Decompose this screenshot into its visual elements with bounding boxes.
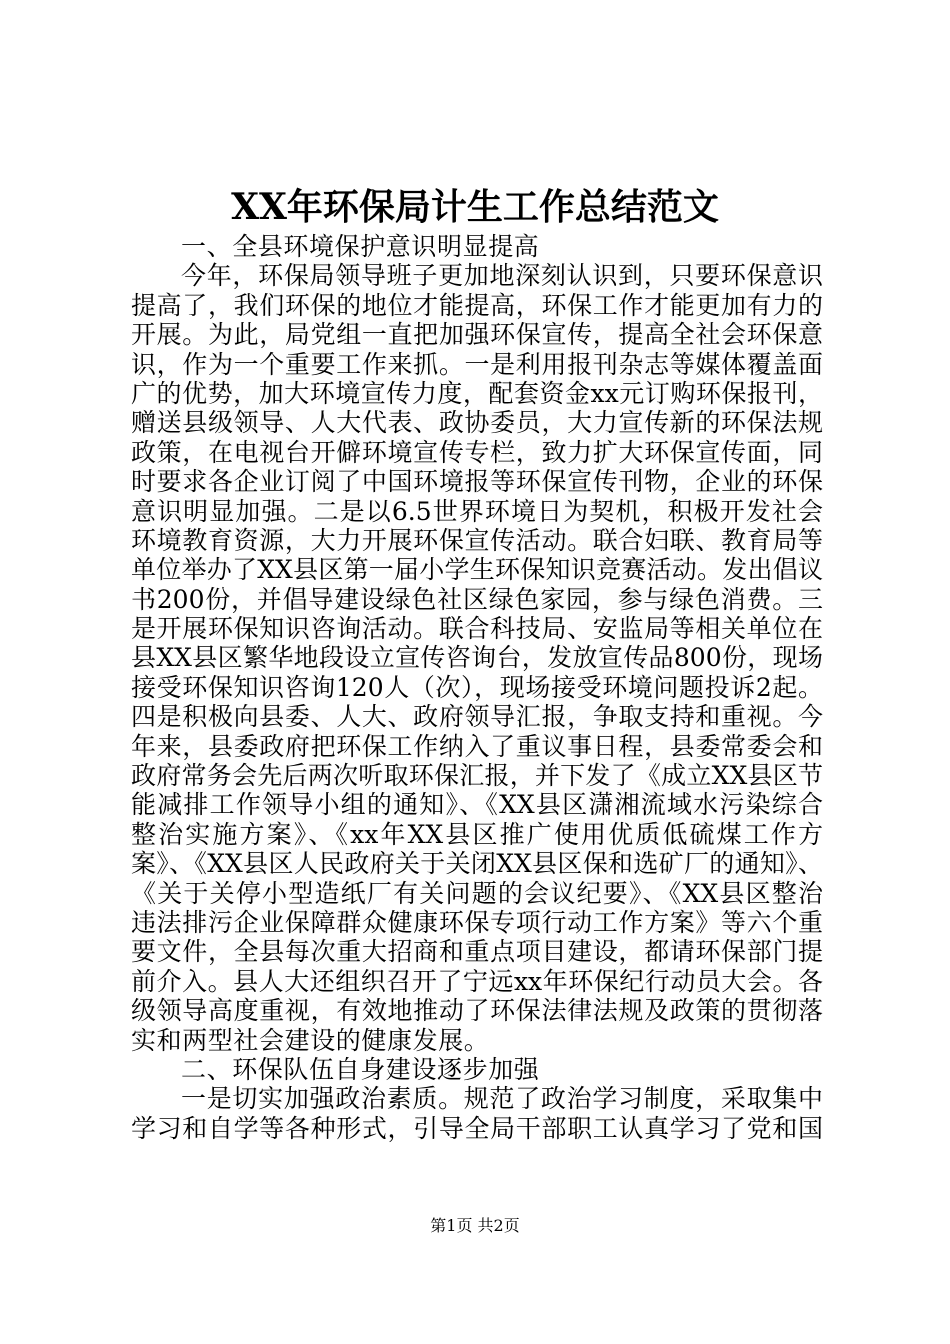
paragraph-line: 接受环保知识咨询120人（次），现场接受环境问题投诉2起。 [131,672,823,702]
paragraph-line: 县XX县区繁华地段设立宣传咨询台，发放宣传品800份，现场 [131,643,823,673]
section-heading-1: 一、全县环境保护意识明显提高 [181,232,540,261]
paragraph-line: 一是切实加强政治素质。规范了政治学习制度，采取集中 [181,1084,823,1114]
paragraph-line: 前介入。县人大还组织召开了宁远xx年环保纪行动员大会。各 [131,966,823,996]
paragraph-line: 能减排工作领导小组的通知》、《XX县区潇湘流域水污染综合 [131,790,823,820]
section-heading-2: 二、环保队伍自身建设逐步加强 [181,1054,540,1084]
page-footer: 第1页 共2页 [430,1216,520,1235]
document-body [131,232,823,1143]
paragraph-line: 政策，在电视台开僻环境宣传专栏，致力扩大环保宣传面，同 [131,437,823,467]
paragraph-line: 级领导高度重视，有效地推动了环保法律法规及政策的贯彻落 [131,996,823,1026]
paragraph-line: 年来，县委政府把环保工作纳入了重议事日程，县委常委会和 [131,731,823,761]
paragraph-line: 实和两型社会建设的健康发展。 [131,1025,490,1055]
paragraph-line: 政府常务会先后两次听取环保汇报，并下发了《成立XX县区节 [131,761,823,791]
paragraph-line: 提高了，我们环保的地位才能提高，环保工作才能更加有力的 [131,290,823,320]
paragraph-line: 整治实施方案》、《xx年XX县区推广使用优质低硫煤工作方 [131,819,823,849]
paragraph-line: 识，作为一个重要工作来抓。一是利用报刊杂志等媒体覆盖面 [131,349,823,379]
paragraph-line: 单位举办了XX县区第一届小学生环保知识竞赛活动。发出倡议 [131,555,823,585]
paragraph-line: 违法排污企业保障群众健康环保专项行动工作方案》等六个重 [131,907,823,937]
paragraph-line: 书200份，并倡导建设绿色社区绿色家园，参与绿色消费。三 [131,584,823,614]
paragraph-line: 意识明显加强。二是以6.5世界环境日为契机，积极开发社会 [131,496,823,526]
paragraph-line: 开展。为此，局党组一直把加强环保宣传，提高全社会环保意 [131,320,823,350]
paragraph-line: 要文件，全县每次重大招商和重点项目建设，都请环保部门提 [131,937,823,967]
paragraph-line: 环境教育资源，大力开展环保宣传活动。联合妇联、教育局等 [131,525,823,555]
paragraph-line: 《关于关停小型造纸厂有关问题的会议纪要》、《XX县区整治 [131,878,823,908]
document-title: XX年环保局计生工作总结范文 [231,186,719,228]
paragraph-line: 案》、《XX县区人民政府关于关闭XX县区保和选矿厂的通知》、 [131,849,823,879]
paragraph-line: 今年，环保局领导班子更加地深刻认识到，只要环保意识 [181,261,823,291]
paragraph-line: 是开展环保知识咨询活动。联合科技局、安监局等相关单位在 [131,614,823,644]
paragraph-line: 时要求各企业订阅了中国环境报等环保宣传刊物，企业的环保 [131,467,823,497]
paragraph-line: 广的优势，加大环境宣传力度，配套资金xx元订购环保报刊， [131,378,823,408]
paragraph-line: 学习和自学等各种形式，引导全局干部职工认真学习了党和国 [131,1113,823,1143]
paragraph-line: 赠送县级领导、人大代表、政协委员，大力宣传新的环保法规 [131,408,823,438]
paragraph-line: 四是积极向县委、人大、政府领导汇报，争取支持和重视。今 [131,702,823,732]
